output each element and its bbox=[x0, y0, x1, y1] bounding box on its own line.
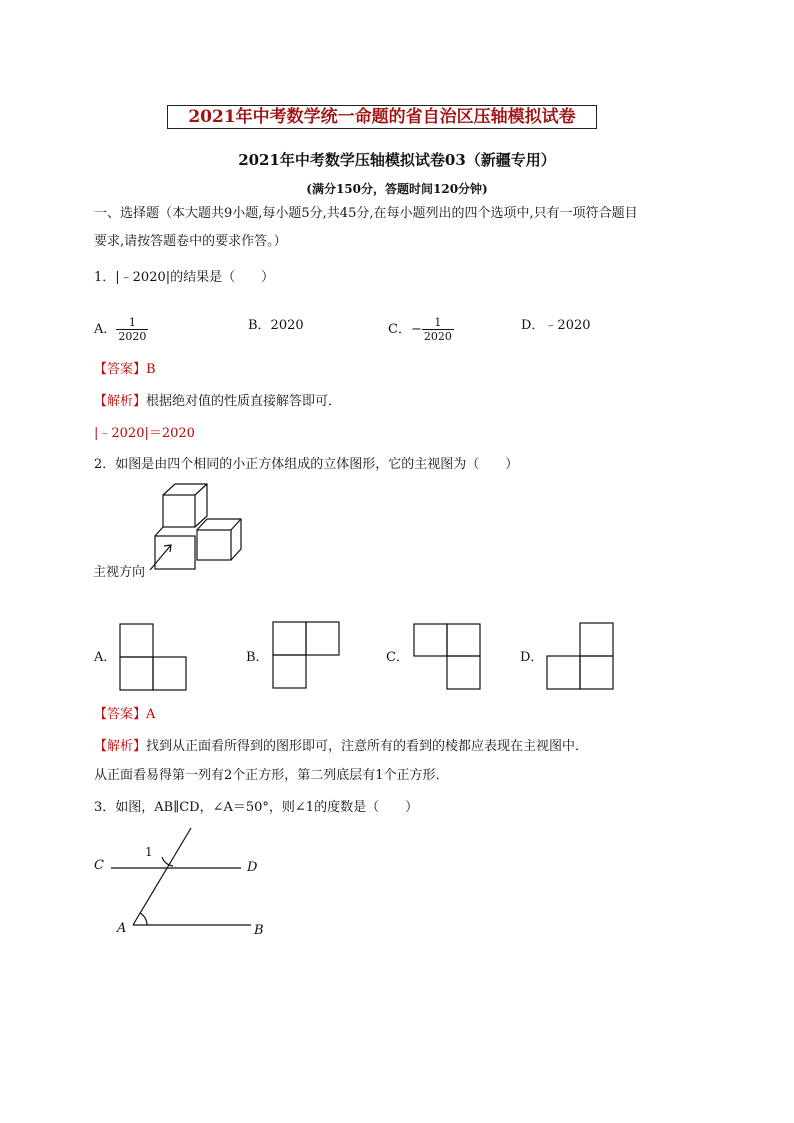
q2-view-direction-label: 主视方向 bbox=[93, 565, 146, 580]
q3-point-c-label: C bbox=[94, 858, 104, 873]
q1-option-b: B．2020 bbox=[248, 318, 304, 333]
q1-work: |﹣2020|＝2020 bbox=[94, 426, 195, 441]
q1-option-d: D．﹣2020 bbox=[521, 318, 591, 333]
analysis-text: 根据绝对值的性质直接解答即可． bbox=[146, 394, 342, 409]
analysis-label: 【解析】 bbox=[94, 394, 147, 409]
q1-option-a-label: A． bbox=[94, 322, 117, 337]
exam-info: (满分150分，答题时间120分钟) bbox=[306, 182, 488, 196]
q1-option-a-numerator: 1 bbox=[116, 316, 148, 330]
q2-stem: 2．如图是由四个相同的小正方体组成的立体图形，它的主视图为（ ） bbox=[94, 457, 519, 472]
q1-option-c-denominator: 2020 bbox=[423, 330, 452, 343]
exam-series-banner: 2021年中考数学统一命题的省自治区压轴模拟试卷 bbox=[167, 105, 597, 129]
section-instruction-line2: 要求,请按答题卷中的要求作答。） bbox=[94, 234, 287, 249]
q2-work: 从正面看易得第一列有2个正方形，第二列底层有1个正方形． bbox=[94, 768, 449, 783]
q2-option-b-label: B． bbox=[246, 650, 269, 665]
answer-label: 【答案】 bbox=[94, 362, 147, 377]
page-title: 2021年中考数学压轴模拟试卷03（新疆专用） bbox=[238, 151, 556, 169]
q3-angle-1-label: 1 bbox=[145, 845, 153, 859]
q3-point-d-label: D bbox=[247, 860, 258, 875]
q2-option-c-label: C． bbox=[386, 650, 409, 665]
q1-option-c-label: C．− bbox=[388, 322, 422, 337]
section-instruction-line1: 一、选择题（本大题共9小题,每小题5分,共45分,在每小题列出的四个选项中,只有一项符合题目 bbox=[94, 206, 638, 221]
answer-value: B bbox=[146, 362, 156, 377]
answer-label: 【答案】 bbox=[94, 707, 147, 722]
q3-point-b-label: B bbox=[254, 923, 264, 938]
q3-point-a-label: A bbox=[117, 921, 127, 936]
answer-value: A bbox=[146, 707, 156, 722]
q2-option-d-label: D． bbox=[520, 650, 544, 665]
q1-option-c-numerator: 1 bbox=[422, 316, 454, 330]
q1-option-a-denominator: 2020 bbox=[118, 330, 147, 343]
q3-stem: 3．如图，AB∥CD，∠A＝50°，则∠1的度数是（ ） bbox=[94, 800, 419, 815]
q1-stem: 1．|﹣2020|的结果是（ ） bbox=[94, 270, 275, 285]
analysis-text: 找到从正面看所得到的图形即可，注意所有的看到的棱都应表现在主视图中． bbox=[146, 739, 589, 754]
analysis-label: 【解析】 bbox=[94, 739, 147, 754]
q2-option-a-label: A． bbox=[94, 650, 117, 665]
